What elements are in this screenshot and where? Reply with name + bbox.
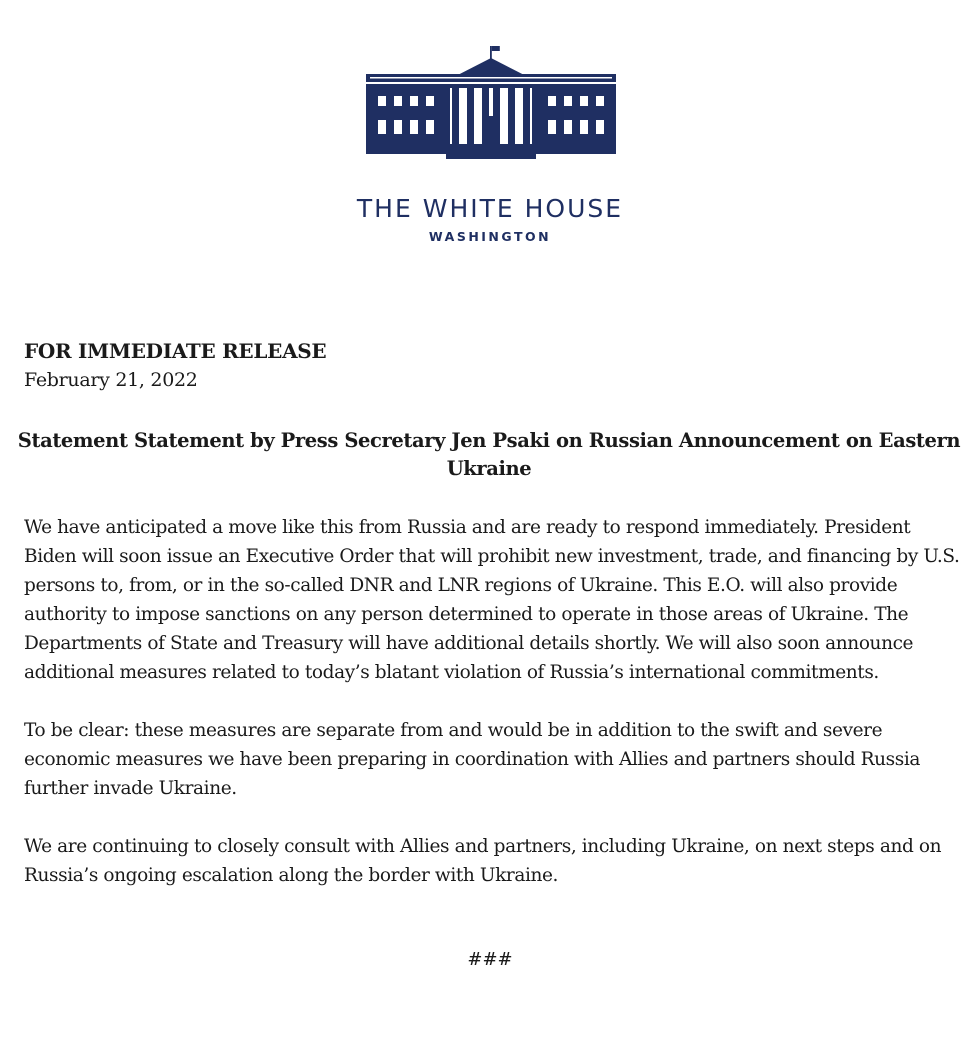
end-mark: ###	[467, 949, 513, 970]
release-date: February 21, 2022	[24, 369, 198, 391]
white-house-building-icon	[366, 44, 616, 162]
statement-paragraph: To be clear: these measures are separate from and would be in addition to the swift and severe economic measures we have been preparing in coordination with Allies and partners should Russia further invade Ukraine.	[24, 720, 920, 799]
statement-paragraph: We are continuing to closely consult with Allies and partners, including Ukraine, on next steps and on Russia’s ongoing escalation along the border with Ukraine.	[24, 836, 942, 886]
statement-body	[24, 513, 964, 919]
organization-location: WASHINGTON	[428, 229, 552, 244]
statement-headline: Statement Statement by Press Secretary Jen Psaki on Russian Announcement on Eastern Ukraine	[17, 429, 961, 480]
statement-paragraph: We have anticipated a move like this from Russia and are ready to respond immediately. President Biden will soon issue an Executive Order that will prohibit new investment, trade, and financing by U.S. persons to, from, or in the so-called DNR and LNR regions of Ukraine. This E.O. will also provide authority to impose sanctions on any person determined to operate in those areas of Ukraine. The Departments of State and Treasury will have additional details shortly. We will also soon announce additional measures related to today’s blatant violation of Russia’s international commitments.	[24, 517, 960, 683]
release-label: FOR IMMEDIATE RELEASE	[24, 339, 327, 363]
organization-name: THE WHITE HOUSE	[356, 194, 624, 223]
